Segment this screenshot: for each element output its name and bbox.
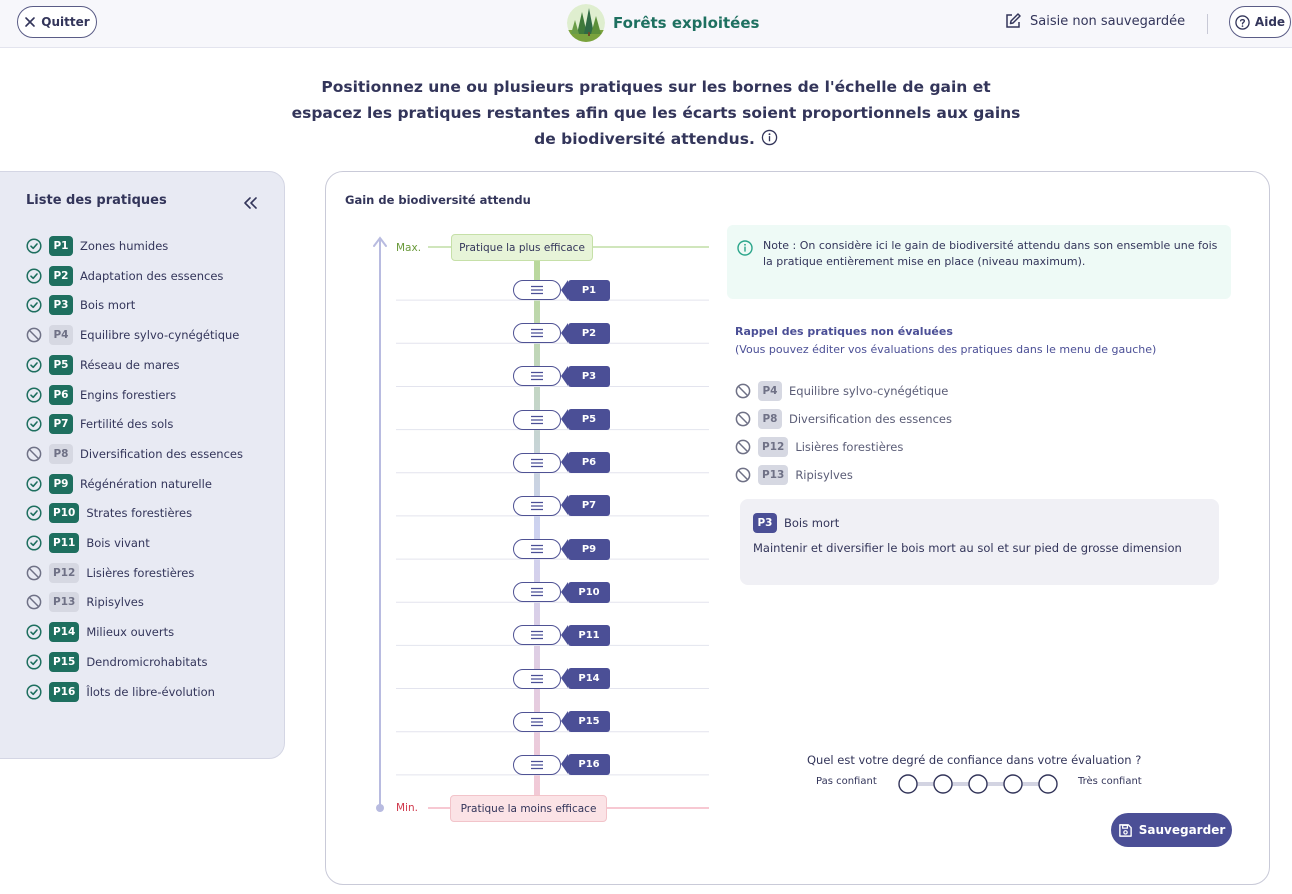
collapse-chevrons-icon[interactable]	[240, 194, 260, 212]
best-practice-bound: Pratique la plus efficace	[451, 234, 593, 261]
header-divider	[1207, 14, 1208, 34]
practice-badge: P13	[49, 592, 79, 612]
sidebar-item-p8[interactable]	[26, 443, 243, 465]
sidebar-item-p1[interactable]	[26, 235, 168, 257]
practice-label: Îlots de libre-évolution	[86, 684, 215, 699]
top-header	[0, 0, 1292, 48]
blocked-icon	[735, 467, 751, 483]
scale-tag-p5: P5	[568, 409, 610, 430]
practice-badge: P13	[758, 465, 788, 485]
drag-handle-p2[interactable]	[513, 323, 561, 343]
sidebar-item-p12[interactable]	[26, 562, 194, 584]
save-status	[1004, 12, 1185, 30]
practice-label: Régénération naturelle	[80, 476, 212, 491]
save-label: Sauvegarder	[1138, 823, 1226, 837]
practice-badge: P7	[49, 414, 73, 434]
practice-label: Lisières forestières	[795, 440, 904, 454]
practice-badge: P9	[49, 474, 73, 494]
confidence-option-5[interactable]	[1039, 775, 1057, 793]
quit-label: Quitter	[41, 15, 90, 29]
axis-base-dot	[376, 804, 384, 812]
drag-handle-p5[interactable]	[513, 410, 561, 430]
drag-handle-p3[interactable]	[513, 366, 561, 386]
practice-badge: P3	[49, 295, 73, 315]
confidence-scale	[898, 773, 1068, 795]
blocked-icon	[735, 411, 751, 427]
not-evaluated-item-p12	[735, 436, 903, 458]
check-circle-icon	[26, 238, 42, 254]
save-status-text: Saisie non sauvegardée	[1030, 13, 1186, 29]
scale-tag-p1: P1	[568, 280, 610, 301]
practice-badge: P4	[49, 325, 73, 345]
practice-label: Réseau de mares	[80, 357, 180, 372]
scale-tag-p6: P6	[568, 452, 610, 473]
scale-tag-p15: P15	[568, 711, 610, 732]
scale-tag-p7: P7	[568, 495, 610, 516]
drag-lines-icon	[530, 630, 544, 640]
practice-label: Engins forestiers	[80, 387, 177, 402]
drag-handle-p16[interactable]	[513, 755, 561, 775]
drag-lines-icon	[530, 674, 544, 684]
sidebar-item-p4[interactable]	[26, 324, 239, 346]
practice-badge: P8	[758, 409, 782, 429]
drag-lines-icon	[530, 285, 544, 295]
drag-lines-icon	[530, 587, 544, 597]
check-circle-icon	[26, 654, 42, 670]
scale-tag-p9: P9	[568, 539, 610, 560]
note-text: Note : On considère ici le gain de biodiversité attendu dans son ensemble une fois la pratique entièrement mise en place (niveau maximum).	[763, 239, 1218, 268]
drag-handle-p7[interactable]	[513, 496, 561, 516]
sidebar-item-p14[interactable]	[26, 621, 174, 643]
drag-handle-p14[interactable]	[513, 669, 561, 689]
practice-label: Fertilité des sols	[80, 417, 174, 432]
practice-label: Ripisylves	[86, 595, 144, 610]
drag-handle-p15[interactable]	[513, 712, 561, 732]
instruction-text	[286, 74, 1026, 154]
drag-lines-icon	[530, 458, 544, 468]
practice-label: Diversification des essences	[80, 446, 243, 461]
practice-badge: P15	[49, 652, 79, 672]
confidence-option-3[interactable]	[969, 775, 987, 793]
practice-label: Diversification des essences	[789, 412, 952, 426]
max-label: Max.	[396, 242, 422, 254]
scale-tag-p11: P11	[568, 625, 610, 646]
not-evaluated-item-p13	[735, 464, 853, 486]
blocked-icon	[26, 565, 42, 581]
drag-lines-icon	[530, 371, 544, 381]
recall-title: Rappel des pratiques non évaluées	[735, 325, 953, 338]
practice-label: Strates forestières	[86, 506, 193, 521]
confidence-high-label: Très confiant	[1078, 776, 1142, 787]
check-circle-icon	[26, 387, 42, 403]
practice-badge: P6	[49, 385, 73, 405]
drag-handle-p9[interactable]	[513, 539, 561, 559]
not-evaluated-item-p8	[735, 408, 952, 430]
drag-handle-p10[interactable]	[513, 582, 561, 602]
sidebar-item-p5[interactable]	[26, 354, 179, 376]
practice-label: Adaptation des essences	[80, 268, 224, 283]
sidebar-item-p13[interactable]	[26, 591, 144, 613]
quit-button[interactable]	[17, 6, 97, 38]
practice-detail	[740, 499, 1219, 585]
brand	[567, 4, 759, 42]
blocked-icon	[735, 383, 751, 399]
drag-lines-icon	[530, 328, 544, 338]
confidence-low-label: Pas confiant	[816, 776, 877, 787]
confidence-option-2[interactable]	[934, 775, 952, 793]
sidebar-item-p15[interactable]	[26, 651, 207, 673]
sidebar-item-p3[interactable]	[26, 294, 135, 316]
app-title: Forêts exploitées	[613, 14, 760, 32]
scale-tag-p3: P3	[568, 366, 610, 387]
confidence-option-1[interactable]	[899, 775, 917, 793]
ranking-card	[325, 171, 1270, 885]
detail-header	[753, 513, 839, 533]
instruction-body: Positionnez une ou plusieurs pratiques sur les bornes de l'échelle de gain et espacez les pratiques restantes afin que les écarts soient proportionnels aux gains de biodiversité attendus.	[291, 78, 1021, 148]
confidence-question: Quel est votre degré de confiance dans votre évaluation ?	[807, 753, 1142, 767]
recall-subtitle: (Vous pouvez éditer vos évaluations des pratiques dans le menu de gauche)	[735, 343, 1157, 356]
help-button[interactable]	[1229, 6, 1291, 38]
scale-tag-p14: P14	[568, 668, 610, 689]
detail-name: Bois mort	[784, 516, 840, 530]
sidebar-item-p10[interactable]	[26, 502, 192, 524]
check-circle-icon	[26, 684, 42, 700]
sidebar-item-p16[interactable]	[26, 681, 215, 703]
sidebar-title: Liste des pratiques	[26, 193, 167, 208]
drag-lines-icon	[530, 501, 544, 511]
practice-label: Equilibre sylvo-cynégétique	[789, 384, 949, 398]
scale-tag-p2: P2	[568, 323, 610, 344]
practice-label: Zones humides	[80, 239, 169, 253]
practice-sidebar	[0, 171, 285, 759]
practice-badge: P4	[758, 381, 782, 401]
worst-practice-bound: Pratique la moins efficace	[450, 795, 607, 822]
check-circle-icon	[26, 297, 42, 313]
practice-badge: P14	[49, 622, 79, 642]
min-label: Min.	[396, 802, 418, 814]
forest-logo-icon	[567, 4, 605, 42]
check-circle-icon	[26, 505, 42, 521]
detail-description: Maintenir et diversifier le bois mort au sol et sur pied de grosse dimension	[753, 541, 1182, 555]
sidebar-item-p11[interactable]	[26, 532, 150, 554]
drag-lines-icon	[530, 760, 544, 770]
practice-label: Equilibre sylvo-cynégétique	[80, 328, 240, 343]
confidence-option-4[interactable]	[1004, 775, 1022, 793]
floppy-disk-icon	[1118, 823, 1133, 838]
check-circle-icon	[26, 535, 42, 551]
scale-tag-p16: P16	[568, 754, 610, 775]
sidebar-item-p9[interactable]	[26, 473, 212, 495]
card-title: Gain de biodiversité attendu	[345, 193, 531, 207]
drag-handle-p11[interactable]	[513, 625, 561, 645]
check-circle-icon	[26, 268, 42, 284]
check-circle-icon	[26, 357, 42, 373]
practice-badge: P1	[49, 236, 73, 256]
not-evaluated-item-p4	[735, 380, 948, 402]
practice-badge: P10	[49, 503, 79, 523]
edit-icon	[1004, 12, 1022, 30]
blocked-icon	[26, 594, 42, 610]
practice-badge: P5	[49, 355, 73, 375]
confidence-row	[816, 772, 1156, 796]
check-circle-icon	[26, 476, 42, 492]
close-icon	[24, 16, 36, 28]
drag-lines-icon	[530, 544, 544, 554]
help-label: Aide	[1254, 15, 1286, 29]
drag-lines-icon	[530, 415, 544, 425]
sidebar-item-p2[interactable]	[26, 265, 223, 287]
question-icon	[1235, 15, 1250, 30]
practice-label: Bois vivant	[86, 536, 150, 550]
note-box	[727, 225, 1231, 299]
blocked-icon	[735, 439, 751, 455]
info-icon[interactable]	[761, 128, 778, 154]
practice-label: Lisières forestières	[86, 565, 195, 580]
blocked-icon	[26, 446, 42, 462]
practice-label: Milieux ouverts	[86, 625, 175, 640]
practice-badge: P12	[49, 563, 79, 583]
check-circle-icon	[26, 624, 42, 640]
practice-badge: P8	[49, 444, 73, 464]
save-button[interactable]	[1111, 813, 1232, 847]
practice-label: Dendromicrohabitats	[86, 654, 208, 669]
blocked-icon	[26, 327, 42, 343]
practice-label: Bois mort	[80, 298, 136, 313]
drag-lines-icon	[530, 717, 544, 727]
drag-handle-p6[interactable]	[513, 453, 561, 473]
sidebar-item-p7[interactable]	[26, 413, 173, 435]
practice-badge: P12	[758, 437, 788, 457]
practice-badge: P16	[49, 682, 79, 702]
practice-badge: P11	[49, 533, 79, 553]
detail-badge: P3	[753, 513, 777, 533]
drag-handle-p1[interactable]	[513, 280, 561, 300]
practice-badge: P2	[49, 266, 73, 286]
practice-label: Ripisylves	[795, 468, 853, 482]
scale-tag-p10: P10	[568, 582, 610, 603]
info-icon	[737, 240, 753, 256]
sidebar-item-p6[interactable]	[26, 384, 176, 406]
check-circle-icon	[26, 416, 42, 432]
